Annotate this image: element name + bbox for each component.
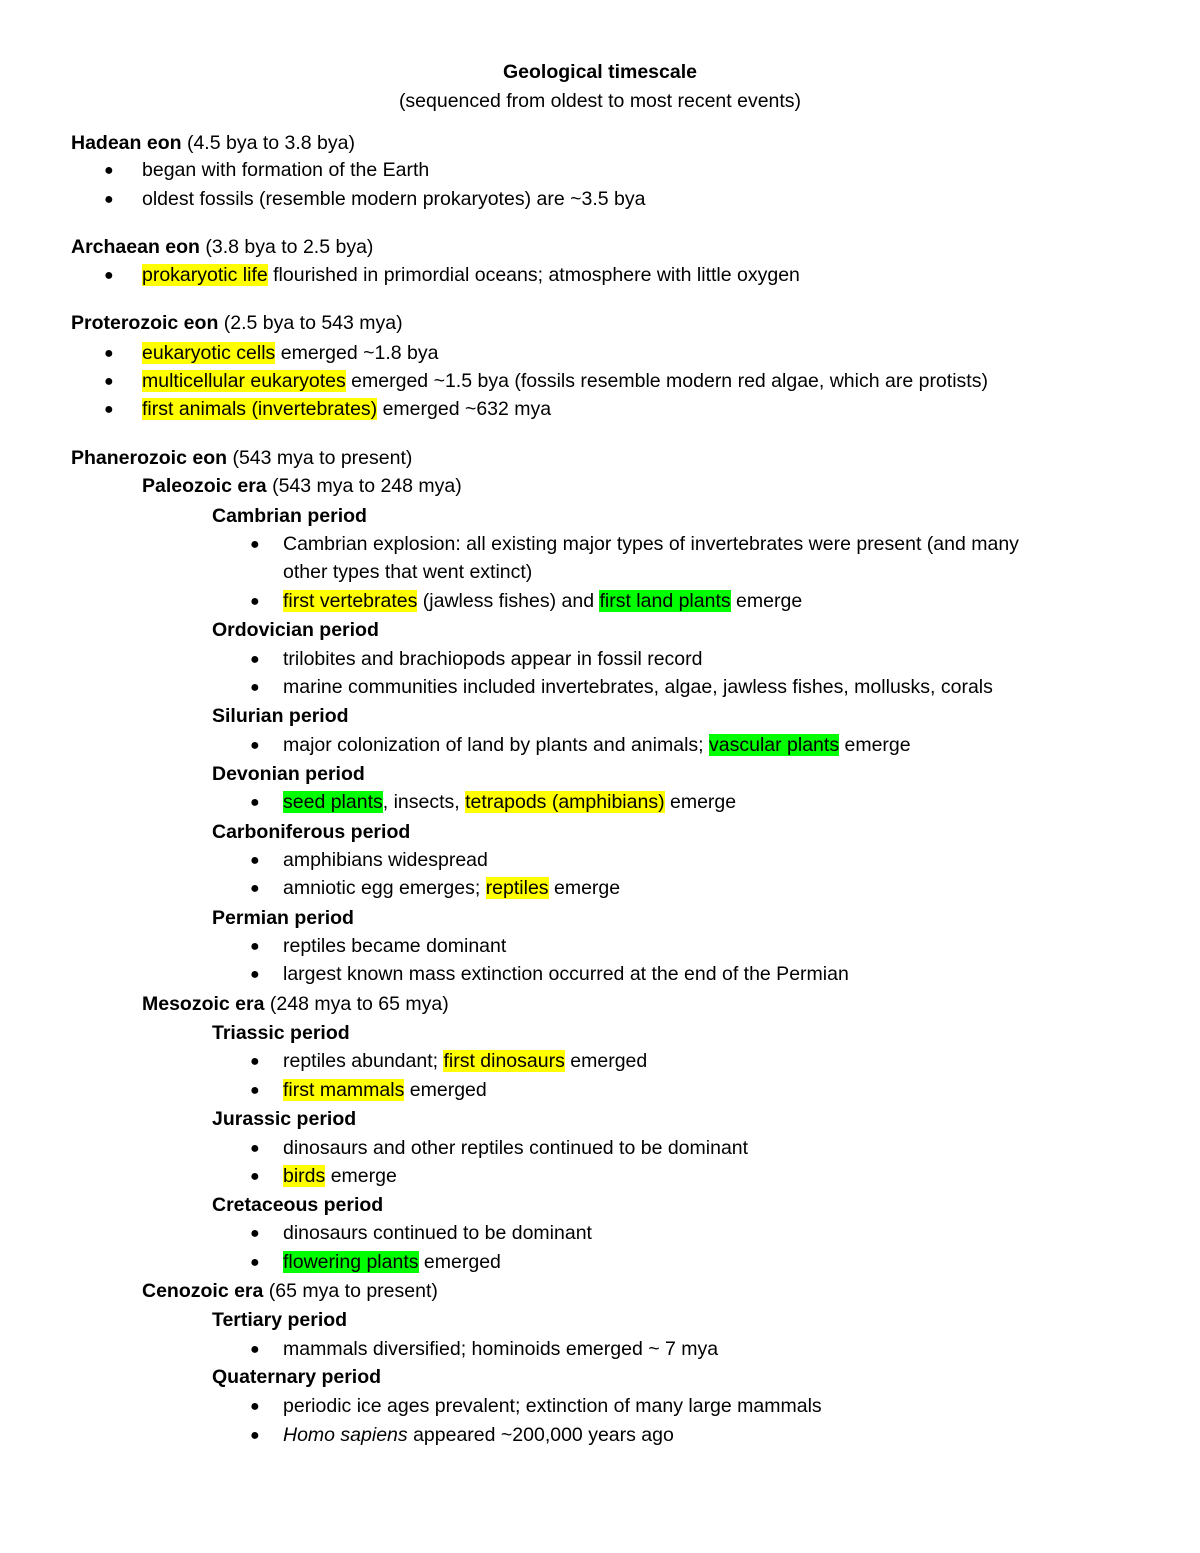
list-item: dinosaurs and other reptiles continued to be dominant [283, 1137, 749, 1159]
period-heading-cambrian: Cambrian period [212, 505, 367, 527]
item-text: emerged ~632 mya [377, 398, 552, 420]
bullet-icon: ● [250, 1398, 260, 1415]
eon-range: (4.5 bya to 3.8 bya) [181, 132, 355, 154]
item-text: major colonization of land by plants and animals; [283, 734, 709, 756]
list-item: periodic ice ages prevalent; extinction of many large mammals [283, 1395, 822, 1417]
highlighted-term: eukaryotic cells [142, 342, 276, 364]
bullet-icon: ● [104, 191, 114, 208]
period-heading-jurassic: Jurassic period [212, 1108, 357, 1130]
era-name: Paleozoic era [142, 475, 267, 497]
list-item: mammals diversified; hominoids emerged ~ 7 mya [283, 1338, 719, 1360]
item-text: amniotic egg emerges; [283, 877, 486, 899]
highlighted-term: birds [283, 1165, 326, 1187]
item-text: , insects, [382, 791, 466, 813]
list-item [283, 1077, 487, 1105]
period-heading-carboniferous: Carboniferous period [212, 821, 411, 843]
item-text: reptiles abundant; [283, 1050, 444, 1072]
bullet-icon: ● [250, 1168, 260, 1185]
highlighted-term: flowering plants [283, 1251, 419, 1273]
list-item [283, 789, 736, 817]
era-range: (543 mya to 248 mya) [266, 475, 462, 497]
period-heading-quaternary: Quaternary period [212, 1366, 382, 1388]
highlighted-term: first vertebrates [283, 590, 418, 612]
highlighted-term: vascular plants [709, 734, 840, 756]
item-text: emerge [548, 877, 621, 899]
era-range: (248 mya to 65 mya) [264, 993, 449, 1015]
highlighted-term: reptiles [485, 877, 549, 899]
highlighted-term: first land plants [599, 590, 731, 612]
list-item-continuation: other types that went extinct) [283, 561, 533, 583]
era-heading-cenozoic [142, 1278, 438, 1306]
eon-name: Archaean eon [71, 236, 200, 258]
bullet-icon: ● [104, 373, 114, 390]
list-item: largest known mass extinction occurred at the end of the Permian [283, 963, 849, 985]
item-text: appeared ~200,000 years ago [407, 1424, 674, 1446]
era-heading-mesozoic [142, 991, 449, 1019]
eon-heading-archaean [71, 234, 373, 262]
eon-range: (2.5 bya to 543 mya) [218, 312, 403, 334]
highlighted-term: multicellular eukaryotes [142, 370, 346, 392]
list-item: Cambrian explosion: all existing major types of invertebrates were present (and many [283, 533, 1019, 555]
bullet-icon: ● [104, 162, 114, 179]
item-text: (jawless fishes) and [417, 590, 600, 612]
eon-range: (543 mya to present) [227, 447, 413, 469]
item-text: emerge [664, 791, 737, 813]
bullet-icon: ● [250, 1140, 260, 1157]
bullet-icon: ● [250, 1254, 260, 1271]
era-heading-paleozoic [142, 473, 462, 501]
list-item [142, 368, 988, 396]
eon-heading-hadean [71, 130, 355, 158]
bullet-icon: ● [250, 679, 260, 696]
bullet-icon: ● [250, 536, 260, 553]
bullet-icon: ● [250, 651, 260, 668]
list-item [283, 1048, 647, 1076]
highlighted-term: first mammals [283, 1079, 405, 1101]
list-item [142, 262, 800, 290]
highlighted-term: prokaryotic life [142, 264, 268, 286]
list-item [283, 1422, 674, 1450]
item-text: emerge [730, 590, 803, 612]
bullet-icon: ● [250, 794, 260, 811]
period-heading-permian: Permian period [212, 907, 354, 929]
bullet-icon: ● [250, 880, 260, 897]
document-title: Geological timescale [502, 61, 697, 83]
list-item [283, 732, 911, 760]
eon-name: Phanerozoic eon [71, 447, 228, 469]
list-item: began with formation of the Earth [142, 159, 430, 181]
bullet-icon: ● [250, 938, 260, 955]
document-subtitle: (sequenced from oldest to most recent events) [398, 90, 802, 112]
eon-heading-phanerozoic [71, 445, 412, 473]
bullet-icon: ● [104, 345, 114, 362]
highlighted-term: tetrapods (amphibians) [465, 791, 665, 813]
list-item [142, 396, 551, 424]
period-heading-ordovician: Ordovician period [212, 619, 379, 641]
bullet-icon: ● [250, 966, 260, 983]
item-text: emerge [325, 1165, 397, 1187]
period-heading-devonian: Devonian period [212, 763, 365, 785]
period-heading-triassic: Triassic period [212, 1022, 350, 1044]
bullet-icon: ● [250, 1427, 260, 1444]
list-item [142, 340, 438, 368]
bullet-icon: ● [250, 1341, 260, 1358]
item-text: emerged ~1.5 bya (fossils resemble modern red algae, which are protists) [345, 370, 988, 392]
era-range: (65 mya to present) [263, 1280, 438, 1302]
eon-name: Hadean eon [71, 132, 182, 154]
item-text: emerged [404, 1079, 487, 1101]
item-text: emerged ~1.8 bya [275, 342, 439, 364]
bullet-icon: ● [250, 852, 260, 869]
bullet-icon: ● [250, 593, 260, 610]
item-text: emerged [564, 1050, 648, 1072]
list-item: amphibians widespread [283, 849, 488, 871]
bullet-icon: ● [250, 1225, 260, 1242]
eon-heading-proterozoic [71, 310, 403, 338]
list-item [283, 875, 620, 903]
highlighted-term: first animals (invertebrates) [142, 398, 378, 420]
highlighted-term: first dinosaurs [443, 1050, 565, 1072]
bullet-icon: ● [104, 267, 114, 284]
era-name: Mesozoic era [142, 993, 265, 1015]
list-item [283, 1249, 501, 1277]
item-text: flourished in primordial oceans; atmosphere with little oxygen [267, 264, 800, 286]
period-heading-cretaceous: Cretaceous period [212, 1194, 384, 1216]
item-text: emerge [839, 734, 911, 756]
list-item: trilobites and brachiopods appear in fossil record [283, 648, 703, 670]
bullet-icon: ● [250, 1053, 260, 1070]
period-heading-tertiary: Tertiary period [212, 1309, 348, 1331]
list-item: reptiles became dominant [283, 935, 507, 957]
list-item: dinosaurs continued to be dominant [283, 1222, 592, 1244]
list-item [283, 1163, 397, 1191]
period-heading-silurian: Silurian period [212, 705, 349, 727]
bullet-icon: ● [104, 401, 114, 418]
list-item: marine communities included invertebrates, algae, jawless fishes, mollusks, corals [283, 676, 993, 698]
highlighted-term: seed plants [283, 791, 383, 813]
eon-range: (3.8 bya to 2.5 bya) [199, 236, 374, 258]
list-item: oldest fossils (resemble modern prokaryotes) are ~3.5 bya [142, 188, 646, 210]
italic-term: Homo sapiens [283, 1424, 408, 1446]
item-text: emerged [418, 1251, 501, 1273]
bullet-icon: ● [250, 737, 260, 754]
era-name: Cenozoic era [142, 1280, 264, 1302]
eon-name: Proterozoic eon [71, 312, 219, 334]
list-item [283, 588, 802, 616]
bullet-icon: ● [250, 1082, 260, 1099]
